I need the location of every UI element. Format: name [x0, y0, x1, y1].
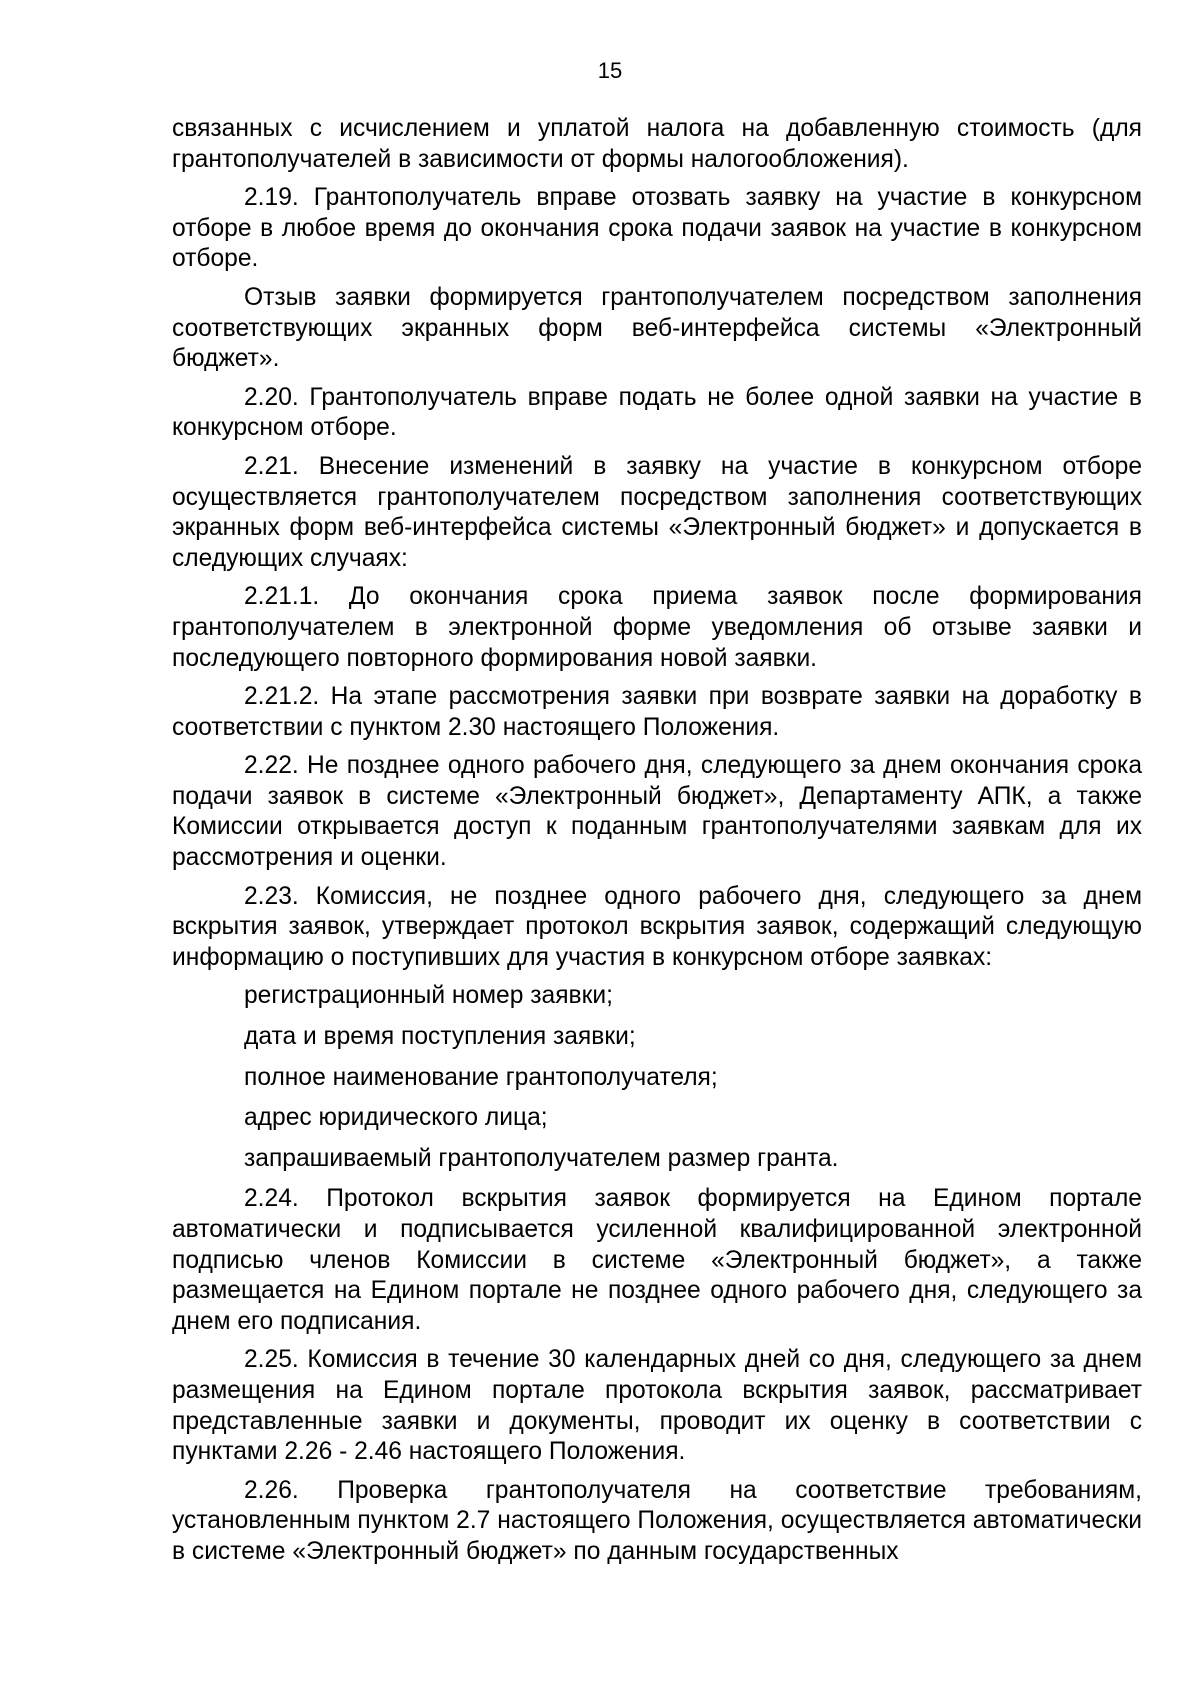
paragraph: 2.22. Не позднее одного рабочего дня, следующего за днем окончания срока подачи заявок в системе «Электронный бюджет», Департаменту АПК, а также Комиссии открывается доступ к поданным грантополучателями заявкам для их рассмотрения и оценки.	[172, 752, 1142, 872]
paragraph: 2.21.1. До окончания срока приема заявок после формирования грантополучателем в электронной форме уведомления об отзыве заявки и последующего повторного формирования новой заявки.	[172, 583, 1142, 672]
list-item: запрашиваемый грантополучателем размер гранта.	[244, 1144, 839, 1172]
paragraph: 2.24. Протокол вскрытия заявок формируется на Едином портале автоматически и подписывается усиленной квалифицированной электронной подписью членов Комиссии в системе «Электронный бюджет», а также размещается на Едином портале не позднее одного рабочего дня, следующего за днем его подписания.	[172, 1185, 1142, 1335]
paragraph: 2.20. Грантополучатель вправе подать не более одной заявки на участие в конкурсном отборе.	[172, 383, 1142, 442]
paragraph: Отзыв заявки формируется грантополучателем посредством заполнения соответствующих экранных форм веб-интерфейса системы «Электронный бюджет».	[172, 283, 1142, 373]
paragraph: 2.21.2. На этапе рассмотрения заявки при возврате заявки на доработку в соответствии с пунктом 2.30 настоящего Положения.	[172, 683, 1142, 741]
paragraph: 2.19. Грантополучатель вправе отозвать заявку на участие в конкурсном отборе в любое время до окончания срока подачи заявок на участие в конкурсном отборе.	[172, 184, 1142, 273]
document-body	[172, 114, 1142, 1576]
paragraph: 2.25. Комиссия в течение 30 календарных дней со дня, следующего за днем размещения на Едином портале протокола вскрытия заявок, рассматривает представленные заявки и документы, проводит их оценку в соответствии с пунктами 2.26 - 2.46 настоящего Положения.	[172, 1346, 1142, 1466]
list-item: адрес юридического лица;	[244, 1104, 548, 1132]
list-item: полное наименование грантополучателя;	[244, 1063, 718, 1091]
paragraph: связанных с исчислением и уплатой налога на добавленную стоимость (для грантополучателей в зависимости от формы налогообложения).	[172, 115, 1142, 173]
list-item: регистрационный номер заявки;	[244, 982, 613, 1010]
paragraph: 2.26. Проверка грантополучателя на соответствие требованиям, установленным пунктом 2.7 настоящего Положения, осуществляется автоматически в системе «Электронный бюджет» по данным государственных	[172, 1476, 1142, 1565]
page-number: 15	[597, 58, 623, 83]
paragraph: 2.23. Комиссия, не позднее одного рабочего дня, следующего за днем вскрытия заявок, утверждает протокол вскрытия заявок, содержащий следующую информацию о поступивших для участия в конкурсном отборе заявках:	[172, 882, 1142, 971]
list-item: дата и время поступления заявки;	[244, 1023, 636, 1051]
paragraph: 2.21. Внесение изменений в заявку на участие в конкурсном отборе осуществляется грантополучателем посредством заполнения соответствующих экранных форм веб-интерфейса системы «Электронный бюджет» и допускается в следующих случаях:	[172, 452, 1142, 572]
